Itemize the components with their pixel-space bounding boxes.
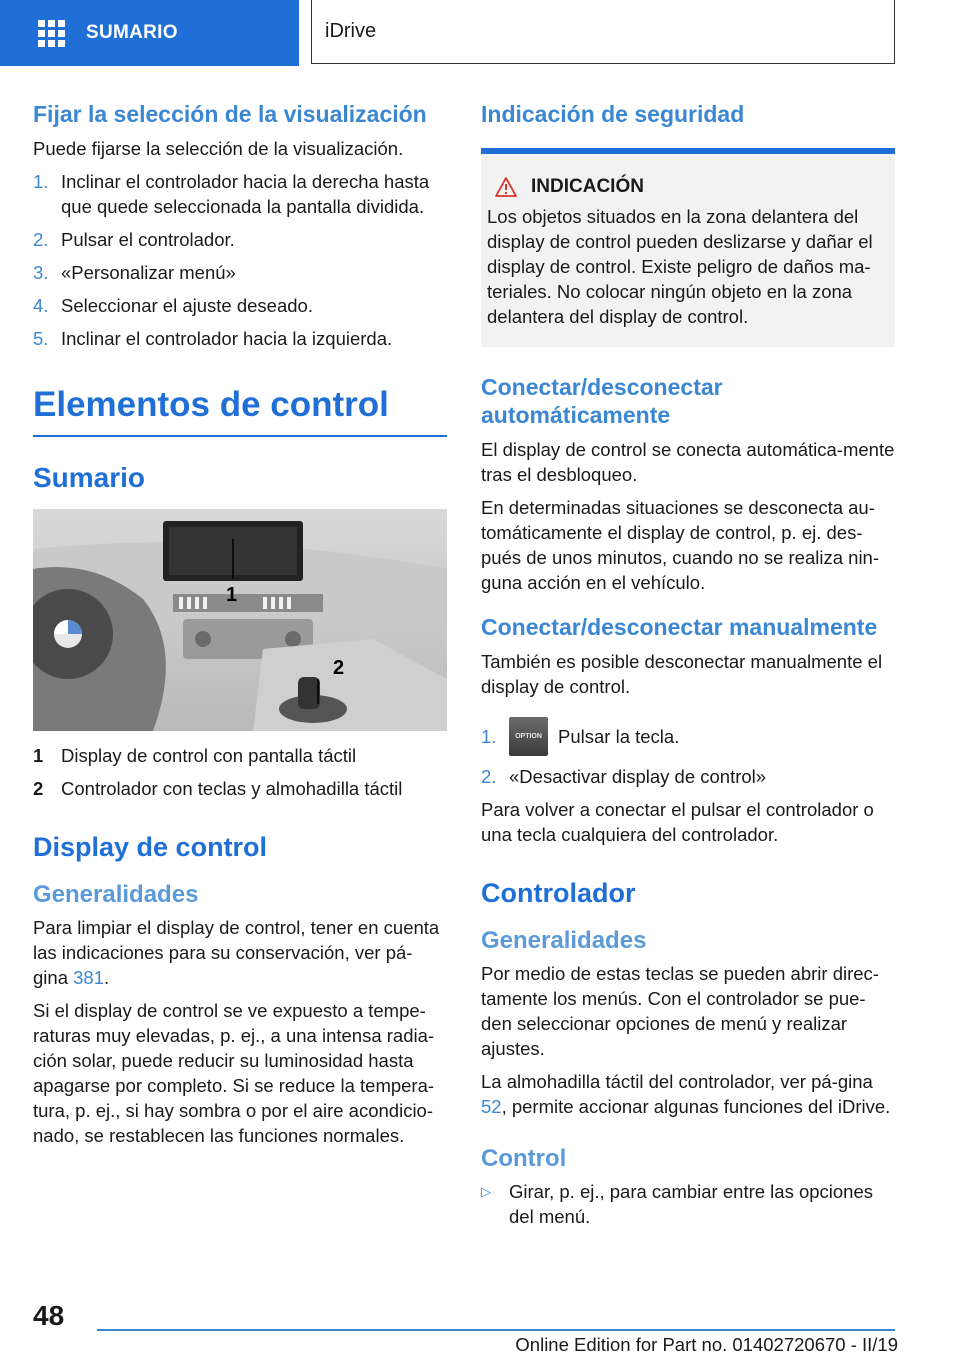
step-text: «Personalizar menú» — [61, 262, 236, 283]
page-number: 48 — [33, 1300, 65, 1331]
legend-item — [33, 743, 447, 768]
edition-text: Online Edition for Part no. 01402720670 - II/19 — [515, 1334, 898, 1355]
legend-number: 2 — [33, 778, 44, 799]
photo-legend — [33, 743, 447, 801]
top-bar — [0, 0, 960, 66]
warning-triangle-icon — [495, 177, 517, 197]
control-bullets — [481, 1179, 895, 1229]
auto-paragraph-1: El display de control se conecta automática‐mente tras el desbloqueo. — [481, 439, 895, 485]
controller-heading: Controlador — [481, 878, 636, 908]
step-item — [33, 326, 447, 351]
step-number: 1. — [33, 171, 49, 192]
manual-paragraph-1: También es posible desconectar manualmente el display de control. — [481, 651, 883, 697]
step-text: Inclinar el controlador hacia la derecha hasta que quede seleccionada la pantalla dividida. — [61, 171, 430, 217]
safety-heading: Indicación de seguridad — [481, 101, 745, 127]
general-heading: Generalidades — [33, 881, 199, 908]
legend-text: Display de control con pantalla táctil — [61, 745, 357, 766]
step-item — [481, 717, 895, 756]
general-text-end: . — [104, 967, 110, 988]
manual-heading: Conectar/desconectar manualmente — [481, 614, 878, 640]
bullet-item — [481, 1179, 895, 1229]
photo-callout-1: 1 — [226, 584, 238, 606]
step-item — [33, 260, 447, 285]
step-item — [33, 293, 447, 318]
sumario-heading: Sumario — [33, 462, 146, 493]
step-item — [33, 227, 447, 252]
step-number: 4. — [33, 295, 49, 316]
ctrl-general-heading: Generalidades — [481, 927, 647, 954]
step-text: Pulsar la tecla. — [558, 726, 680, 747]
page-link-381[interactable]: 381 — [73, 967, 104, 988]
step-number: 5. — [33, 328, 49, 349]
grid-icon — [38, 20, 66, 46]
step-number: 1. — [481, 726, 497, 747]
page-link-52[interactable]: 52 — [481, 1096, 502, 1117]
note-text: Los objetos situados en la zona delantera del display de control pueden deslizarse y dañar el display de control. Existe peligro de daños ma‐teriales. No colocar ningún objeto en la zona delantera del display de control. — [487, 206, 873, 327]
legend-text: Controlador con teclas y almohadilla táctil — [61, 778, 403, 799]
chapter-tab[interactable]: iDrive — [311, 0, 895, 64]
step-text: Inclinar el controlador hacia la izquierda. — [61, 328, 393, 349]
section-title: Elementos de control — [33, 385, 447, 437]
step-number: 2. — [481, 766, 497, 787]
step-text: Pulsar el controlador. — [61, 229, 235, 250]
step-item — [33, 169, 447, 219]
general-text: Para limpiar el display de control, tener en cuenta las indicaciones para su conservación, ver pá‐gina — [33, 917, 440, 988]
left-column — [33, 100, 447, 1156]
fix-selection-heading: Fijar la selección de la visualización — [33, 101, 427, 127]
ctrl-text: La almohadilla táctil del controlador, ver pá‐gina — [481, 1071, 873, 1092]
note-title: INDICACIÓN — [531, 176, 644, 197]
triangle-right-icon: ▷ — [481, 1184, 491, 1199]
manual-paragraph-2: Para volver a conectar el pulsar el controlador o una tecla cualquiera del controlador. — [481, 799, 874, 845]
sumario-button[interactable] — [0, 0, 299, 66]
general-paragraph-2: Si el display de control se ve expuesto a tempe‐raturas muy elevadas, p. ej., a una intensa radia‐ción solar, puede reducir su luminosidad hasta apagarse por completo. Si se reduce la tempera‐tura, p. ej., si hay sombra o por el aire acondicio‐nado, se restablecen las funciones normales. — [33, 1000, 435, 1146]
manual-steps — [481, 717, 895, 789]
ctrl-paragraph-1: Por medio de estas teclas se pueden abrir direc‐tamente los menús. Con el controlador se pue‐den seleccionar opciones de menú y realizar ajustes. — [481, 963, 879, 1059]
ctrl-paragraph-2 — [481, 1069, 895, 1119]
auto-heading: Conectar/desconectar automáticamente — [481, 374, 723, 428]
footer — [0, 1290, 960, 1362]
step-number: 3. — [33, 262, 49, 283]
auto-paragraph-2: En determinadas situaciones se desconecta au‐tomáticamente el display de control, p. ej. des‐pués de unos minutos, cuando no se realiza nin‐guna acción en el vehículo. — [481, 497, 880, 593]
bullet-text: Girar, p. ej., para cambiar entre las opciones del menú. — [509, 1181, 874, 1227]
general-paragraph-1 — [33, 915, 447, 990]
step-number: 2. — [33, 229, 49, 250]
note-header — [487, 176, 889, 198]
right-column — [481, 100, 895, 1229]
control-heading: Control — [481, 1145, 567, 1172]
display-heading: Display de control — [33, 832, 268, 862]
step-item — [481, 764, 895, 789]
option-key-icon: OPTION — [509, 717, 548, 756]
legend-number: 1 — [33, 745, 44, 766]
legend-item — [33, 776, 447, 801]
ctrl-text-end: , permite accionar algunas funciones del iDrive. — [501, 1096, 891, 1117]
footer-rule — [97, 1329, 895, 1331]
fix-selection-steps — [33, 169, 447, 351]
note-box — [481, 154, 895, 347]
step-text: Seleccionar el ajuste deseado. — [61, 295, 313, 316]
sumario-label: SUMARIO — [86, 22, 178, 43]
fix-selection-intro: Puede fijarse la selección de la visualización. — [33, 138, 404, 159]
photo-callout-2: 2 — [333, 657, 345, 679]
step-text: «Desactivar display de control» — [509, 766, 767, 787]
cockpit-photo — [33, 509, 447, 731]
